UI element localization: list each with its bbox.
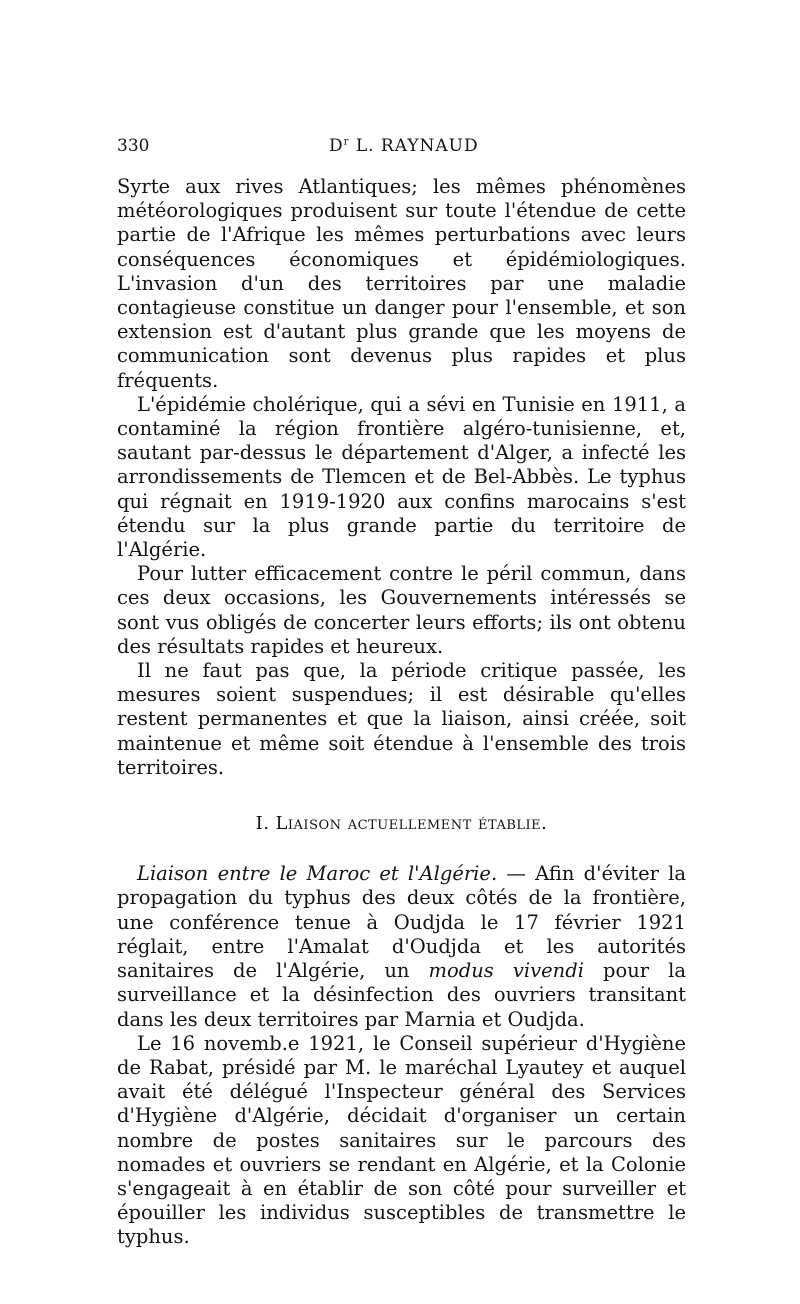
paragraph-text: pour la surveillance et la désinfection des ouvriers transitant dans les deux territoires par Marnia et Oudjda. bbox=[117, 959, 686, 1031]
paragraph: Syrte aux rives Atlantiques; les mêmes phénomènes météorologiques produisent sur toute l'étendue de cette partie de l'Afrique les mêmes perturbations avec leurs conséquences économiques et épidémiologiques. L'invasion d'un des territoires par une maladie contagieuse constitue un danger pour l'ensemble, et son extension est d'autant plus grande que les moyens de communication sont devenus plus rapides et plus fréquents. bbox=[117, 175, 686, 392]
section-heading bbox=[117, 812, 686, 836]
paragraph-text: — Afin d'éviter la propagation du typhus des deux côtés de la frontière, une conférence tenue à Oudjda le 17 février 1921 réglait, entre l'Amalat d'Oudjda et les autorités sanitaires de l'Algérie, un bbox=[117, 862, 687, 983]
author-sup: r bbox=[343, 136, 350, 148]
running-header bbox=[117, 136, 686, 160]
paragraph bbox=[117, 862, 686, 1031]
author-prefix: D bbox=[329, 136, 344, 156]
page-number: 330 bbox=[117, 136, 150, 156]
section-number: I. bbox=[255, 813, 270, 835]
page-body bbox=[117, 175, 686, 1250]
running-head-author bbox=[329, 136, 479, 156]
paragraph-italic-lead: Liaison entre le Maroc et l'Algérie. bbox=[137, 862, 498, 886]
paragraph: Il ne faut pas que, la période critique passée, les mesures soient suspendues; il est désirable qu'elles restent permanentes et que la liaison, ainsi créée, soit maintenue et même soit étendue à l'ensemble des trois territoires. bbox=[117, 659, 686, 779]
paragraph: L'épidémie cholérique, qui a sévi en Tunisie en 1911, a contaminé la région frontière algéro-tunisienne, et, sautant par-dessus le département d'Alger, a infecté les arrondissements de Tlemcen et de Bel-Abbès. Le typhus qui régnait en 1919-1920 aux confins marocains s'est étendu sur la plus grande partie du territoire de l'Algérie. bbox=[117, 392, 686, 562]
paragraph-italic-term: modus vivendi bbox=[428, 959, 584, 983]
paragraph: Pour lutter efficacement contre le péril commun, dans ces deux occasions, les Gouvernements intéressés se sont vus obligés de concerter leurs efforts; ils ont obtenu des résultats rapides et heureux. bbox=[117, 562, 686, 658]
paragraph: Le 16 novemb.e 1921, le Conseil supérieur d'Hygiène de Rabat, présidé par M. le maréchal Lyautey et auquel avait été délégué l'Inspecteur général des Services d'Hygiène d'Algérie, décidait d'organiser un certain nombre de postes sanitaires sur le parcours des nomades et ouvriers se rendant en Algérie, et la Colonie s'engageait à en établir de son côté pour surveiller et épouiller les individus susceptibles de transmettre le typhus. bbox=[117, 1031, 686, 1249]
section-title: Liaison actuellement établie. bbox=[275, 813, 548, 835]
author-name: L. RAYNAUD bbox=[355, 136, 479, 156]
